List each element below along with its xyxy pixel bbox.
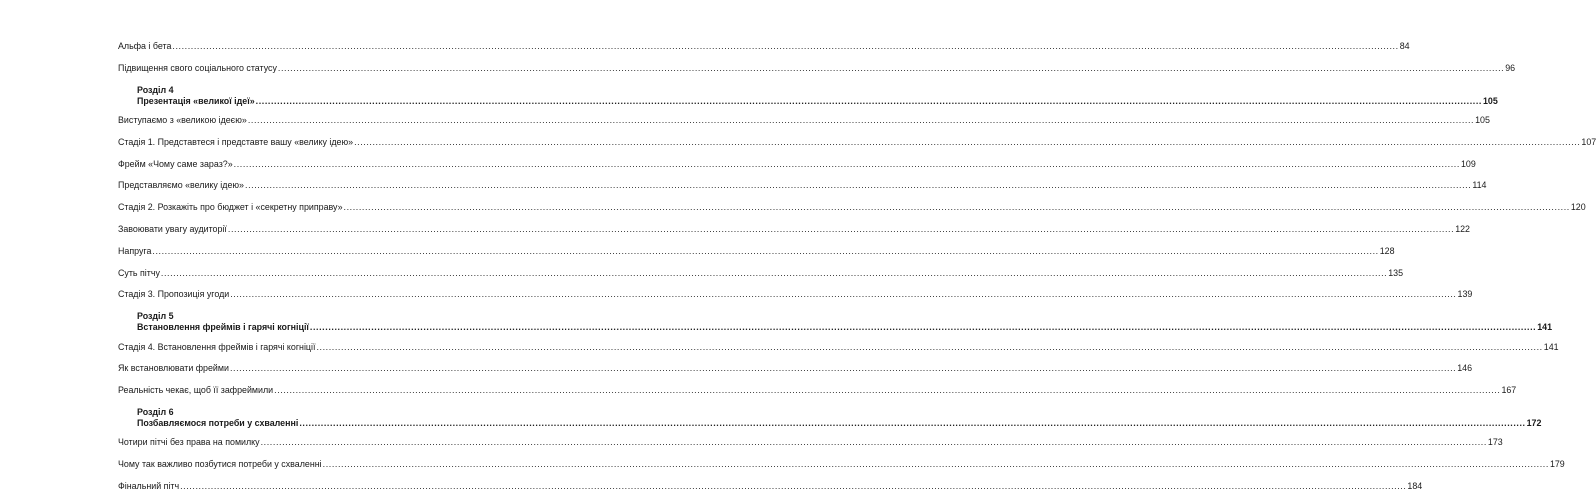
- dot-leader: ................................................................................................................................................................................................................................................................................................................................................................................................................: [233, 158, 1460, 169]
- toc-entry[interactable]: [118, 459, 1565, 470]
- toc-entry[interactable]: [118, 245, 1395, 257]
- entry-title: Стадія 1. Представтеся і представте вашу «велику ідею»: [118, 136, 354, 147]
- page-number: 173: [1487, 437, 1503, 448]
- page-number: 172: [1526, 417, 1542, 428]
- dot-leader: ................................................................................................................................................................................................................................................................................................................................................................................................................: [229, 363, 1457, 374]
- page-number: 141: [1537, 322, 1553, 333]
- page-number: 120: [1570, 202, 1586, 213]
- page-number: 96: [1505, 62, 1516, 73]
- entry-title: Виступаємо з «великою ідеєю»: [118, 114, 247, 125]
- toc-entry[interactable]: [118, 202, 1586, 213]
- chapter-title: Встановлення фреймів і гарячі когніції: [137, 322, 309, 333]
- chapter-title: Презентація «великої ідеї»: [137, 95, 255, 106]
- page-number: 84: [1399, 41, 1410, 51]
- page-number: 139: [1457, 289, 1473, 300]
- page-number: 128: [1379, 245, 1395, 256]
- entry-title: Представляємо «велику ідею»: [118, 180, 244, 191]
- table-of-contents: [118, 41, 1596, 503]
- dot-leader: ................................................................................................................................................................................................................................................................................................................................................................................................................: [354, 136, 1581, 147]
- entry-title: Напруга: [118, 245, 152, 256]
- page-number: 135: [1388, 267, 1404, 278]
- dot-leader: ................................................................................................................................................................................................................................................................................................................................................................................................................: [230, 289, 1457, 300]
- chapter-label: Розділ 5: [137, 311, 174, 322]
- entry-title: Альфа і бета: [118, 41, 172, 51]
- dot-leader: ................................................................................................................................................................................................................................................................................................................................................................................................................: [316, 341, 1543, 352]
- entry-title: Чому так важливо позбутися потреби у схваленні: [118, 459, 322, 470]
- entry-title: Чотири пітчі без права на помилку: [118, 437, 260, 448]
- page-number: 114: [1472, 180, 1487, 191]
- chapter-title-row[interactable]: [118, 417, 1542, 429]
- entry-title: Стадія 3. Пропозиція угоди: [118, 289, 230, 300]
- toc-chapter: [118, 406, 1542, 429]
- chapter-title-row[interactable]: [118, 322, 1553, 333]
- dot-leader: ................................................................................................................................................................................................................................................................................................................................................................................................................: [260, 437, 1487, 448]
- toc-entry[interactable]: [118, 289, 1473, 300]
- toc-chapter: [118, 311, 1553, 333]
- page-number: 105: [1482, 95, 1498, 106]
- toc-entry[interactable]: [118, 158, 1476, 170]
- page-number: 167: [1501, 385, 1517, 396]
- toc-entry[interactable]: [118, 41, 1410, 52]
- toc-entry[interactable]: [118, 180, 1487, 191]
- chapter-title-row[interactable]: [118, 95, 1498, 107]
- toc-entry[interactable]: [118, 341, 1559, 353]
- toc-entry[interactable]: [118, 480, 1423, 492]
- page-number: 146: [1457, 363, 1473, 374]
- entry-title: Фінальний пітч: [118, 480, 180, 491]
- chapter-label: Розділ 4: [137, 84, 174, 95]
- page-number: 107: [1581, 136, 1596, 147]
- entry-title: Стадія 2. Розкажіть про бюджет і «секретну приправу»: [118, 202, 343, 213]
- page-number: 141: [1543, 341, 1559, 352]
- entry-title: Реальність чекає, щоб її зафреймили: [118, 385, 274, 396]
- entry-title: Як встановлювати фрейми: [118, 363, 229, 374]
- dot-leader: ................................................................................................................................................................................................................................................................................................................................................................................................................: [274, 385, 1501, 396]
- dot-leader: ................................................................................................................................................................................................................................................................................................................................................................................................................: [299, 417, 1526, 428]
- dot-leader: ................................................................................................................................................................................................................................................................................................................................................................................................................: [172, 41, 1399, 51]
- dot-leader: ................................................................................................................................................................................................................................................................................................................................................................................................................: [255, 95, 1482, 106]
- toc-chapter: [118, 84, 1498, 107]
- dot-leader: ................................................................................................................................................................................................................................................................................................................................................................................................................: [247, 114, 1475, 125]
- toc-entry[interactable]: [118, 114, 1490, 126]
- entry-title: Підвищення свого соціального статусу: [118, 62, 277, 73]
- chapter-title: Позбавляємося потреби у схваленні: [137, 417, 299, 428]
- dot-leader: ................................................................................................................................................................................................................................................................................................................................................................................................................: [227, 223, 1455, 234]
- entry-title: Завоювати увагу аудиторії: [118, 223, 227, 234]
- dot-leader: ................................................................................................................................................................................................................................................................................................................................................................................................................: [245, 180, 1472, 191]
- page-number: 122: [1455, 223, 1470, 234]
- dot-leader: ................................................................................................................................................................................................................................................................................................................................................................................................................: [160, 267, 1388, 278]
- toc-entry[interactable]: [118, 363, 1473, 374]
- page-number: 109: [1460, 158, 1476, 169]
- page-number: 105: [1475, 114, 1490, 125]
- entry-title: Фрейм «Чому саме зараз?»: [118, 158, 233, 169]
- toc-entry[interactable]: [118, 385, 1517, 396]
- toc-entry[interactable]: [118, 62, 1516, 74]
- dot-leader: ................................................................................................................................................................................................................................................................................................................................................................................................................: [343, 202, 1570, 213]
- toc-entry[interactable]: [118, 136, 1596, 148]
- page-number: 179: [1549, 459, 1565, 470]
- dot-leader: ................................................................................................................................................................................................................................................................................................................................................................................................................: [152, 245, 1379, 256]
- toc-entry[interactable]: [118, 223, 1470, 235]
- page-number: 184: [1407, 480, 1423, 491]
- entry-title: Стадія 4. Встановлення фреймів і гарячі когніції: [118, 341, 316, 352]
- dot-leader: ................................................................................................................................................................................................................................................................................................................................................................................................................: [277, 62, 1505, 73]
- chapter-label: Розділ 6: [137, 406, 174, 417]
- dot-leader: ................................................................................................................................................................................................................................................................................................................................................................................................................: [322, 459, 1549, 470]
- dot-leader: ................................................................................................................................................................................................................................................................................................................................................................................................................: [180, 480, 1407, 491]
- toc-entry[interactable]: [118, 267, 1404, 279]
- entry-title: Суть пітчу: [118, 267, 160, 278]
- dot-leader: ................................................................................................................................................................................................................................................................................................................................................................................................................: [309, 322, 1537, 333]
- toc-entry[interactable]: [118, 437, 1503, 448]
